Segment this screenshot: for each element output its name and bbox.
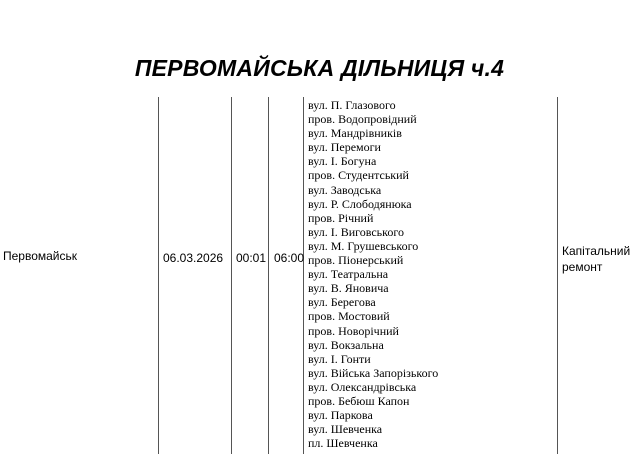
street-item: вул. Шевченка bbox=[308, 422, 383, 437]
street-item: пров. Водопровідний bbox=[308, 112, 417, 127]
street-item: вул. Олександрівська bbox=[308, 379, 417, 394]
street-item: пров. Мостовий bbox=[308, 309, 390, 324]
column-divider bbox=[557, 97, 558, 454]
schedule-table bbox=[0, 97, 639, 454]
street-item: вул. В. Яновича bbox=[308, 281, 389, 296]
street-item: пров. Піонерський bbox=[308, 253, 404, 268]
column-divider bbox=[158, 97, 159, 454]
work-type-cell: Капітальний ремонт bbox=[562, 244, 631, 274]
date-cell: 06.03.2026 bbox=[163, 251, 224, 265]
street-item: вул. П. Глазового bbox=[308, 98, 396, 112]
street-item: пл. Шевченка bbox=[308, 436, 378, 451]
start-time-cell: 00:01 bbox=[236, 251, 267, 265]
street-item: вул. Мандрівників bbox=[308, 126, 402, 141]
end-time-cell: 06:00 bbox=[274, 251, 305, 265]
street-item: пров. Новорічний bbox=[308, 323, 399, 338]
locality-cell: Первомайськ bbox=[3, 249, 78, 263]
column-divider bbox=[303, 97, 304, 454]
street-item: вул. І. Виговського bbox=[308, 224, 404, 239]
street-item: вул. Заводська bbox=[308, 182, 382, 197]
street-item: вул. Вокзальна bbox=[308, 337, 384, 352]
street-item: вул. Перемоги bbox=[308, 140, 381, 155]
column-divider bbox=[268, 97, 269, 454]
street-item: пров. Студентський bbox=[308, 168, 409, 183]
street-item: пров. Бебюш Капон bbox=[308, 393, 410, 408]
column-divider bbox=[231, 97, 232, 454]
street-item: вул. Р. Слободянюка bbox=[308, 196, 412, 211]
street-item: пров. Річний bbox=[308, 210, 374, 225]
page-title: ПЕРВОМАЙСЬКА ДІЛЬНИЦЯ ч.4 bbox=[134, 55, 505, 81]
street-item: вул. М. Грушевського bbox=[308, 238, 419, 253]
streets-list bbox=[308, 98, 438, 450]
street-item: вул. Берегова bbox=[308, 295, 376, 310]
street-item: вул. Паркова bbox=[308, 408, 373, 423]
street-item: вул. І. Богуна bbox=[308, 154, 377, 169]
street-item: вул. І. Гонти bbox=[308, 351, 371, 366]
street-item: вул. Театральна bbox=[308, 267, 389, 282]
street-item: вул. Війська Запорізького bbox=[308, 365, 439, 380]
